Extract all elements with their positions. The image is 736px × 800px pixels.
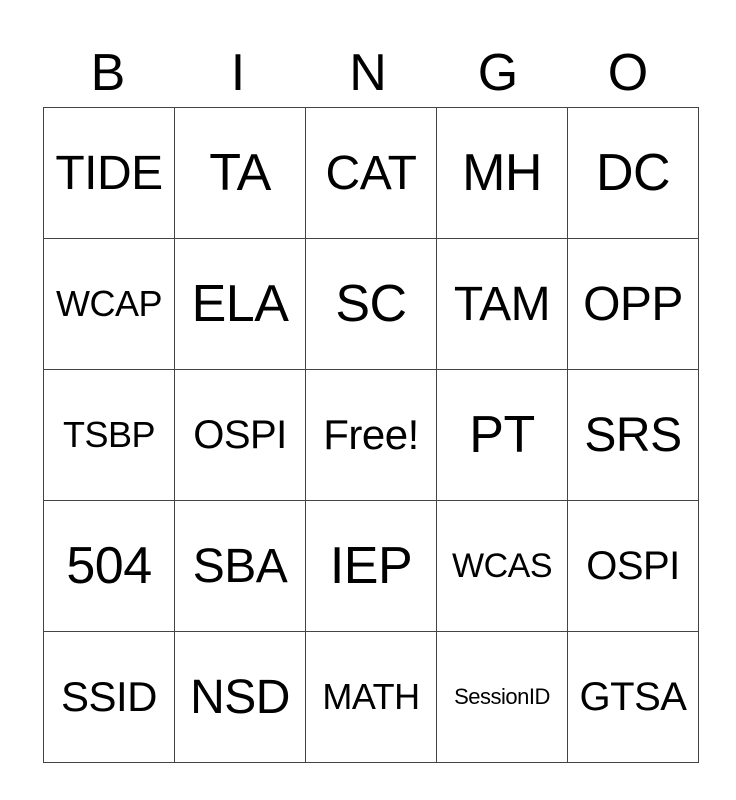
bingo-cell[interactable]: TIDE [44,108,175,239]
header-letter-b: B [90,44,126,102]
header-letter-i: I [230,44,246,102]
bingo-cell[interactable]: TA [175,108,306,239]
bingo-cell[interactable]: SessionID [437,632,568,763]
bingo-cell[interactable]: TAM [437,239,568,370]
bingo-cell[interactable]: SC [306,239,437,370]
bingo-cell[interactable]: NSD [175,632,306,763]
grid-row [44,632,699,763]
bingo-cell[interactable]: MATH [306,632,437,763]
bingo-cell[interactable]: OSPI [568,501,699,632]
bingo-cell[interactable]: WCAS [437,501,568,632]
grid-row [44,108,699,239]
bingo-cell[interactable]: WCAP [44,239,175,370]
grid-row [44,239,699,370]
bingo-cell[interactable]: 504 [44,501,175,632]
bingo-cell[interactable]: SBA [175,501,306,632]
bingo-cell[interactable]: MH [437,108,568,239]
bingo-cell[interactable]: SSID [44,632,175,763]
bingo-cell[interactable]: OSPI [175,370,306,501]
bingo-cell[interactable]: PT [437,370,568,501]
bingo-cell[interactable]: SRS [568,370,699,501]
free-space-cell[interactable]: Free! [306,370,437,501]
grid-row [44,370,699,501]
bingo-cell[interactable]: DC [568,108,699,239]
bingo-card-grid [43,107,699,763]
bingo-cell[interactable]: ELA [175,239,306,370]
header-letter-o: O [607,44,649,102]
bingo-cell[interactable]: GTSA [568,632,699,763]
bingo-cell[interactable]: TSBP [44,370,175,501]
bingo-cell[interactable]: OPP [568,239,699,370]
bingo-header [43,42,693,104]
grid-row [44,501,699,632]
header-letter-g: G [477,44,519,102]
bingo-cell[interactable]: CAT [306,108,437,239]
header-letter-n: N [349,44,387,102]
bingo-cell[interactable]: IEP [306,501,437,632]
